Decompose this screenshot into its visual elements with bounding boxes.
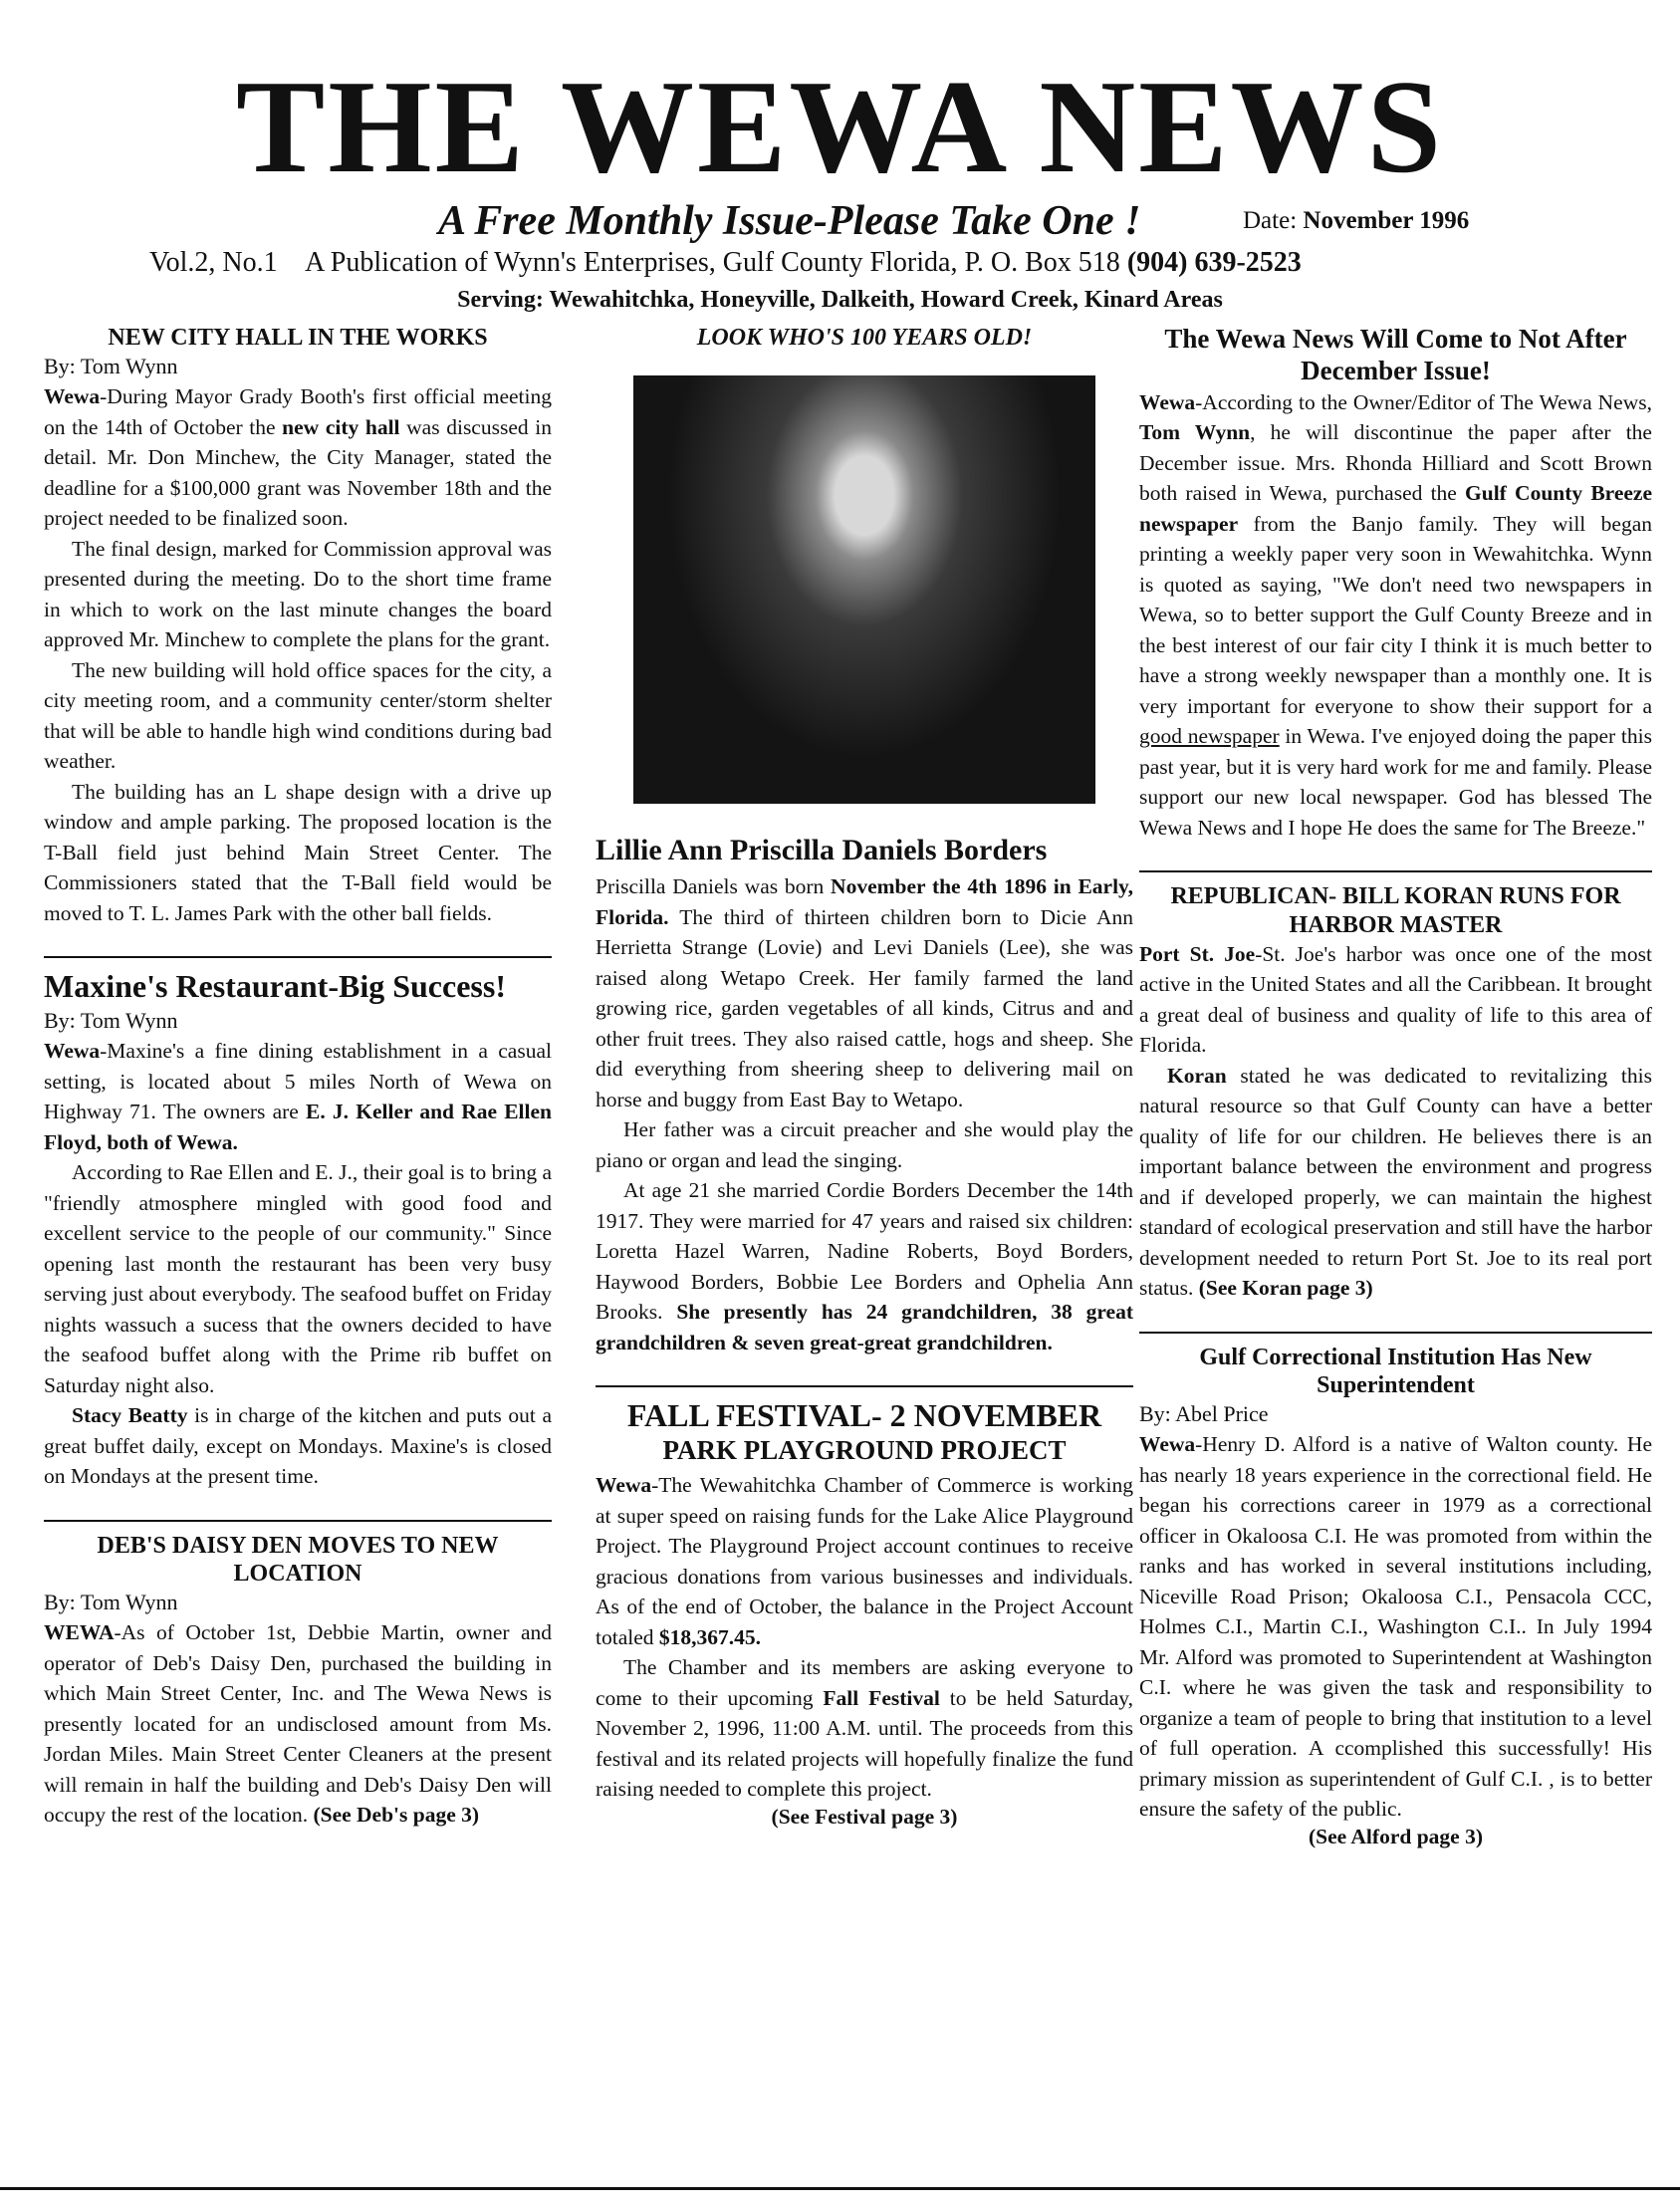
- see-reference: (See Alford page 3): [1309, 1824, 1483, 1848]
- article-come-to-not: [1139, 324, 1652, 843]
- volume-number: Vol.2, No.1: [149, 247, 278, 278]
- paragraph: Wewa-According to the Owner/Editor of The Wewa News, Tom Wynn, he will discontinue the paper after the December issue. Mrs. Rhonda Hilliard and Scott Brown both raised in Wewa, purchased the Gulf County Breeze newspaper from the Banjo family. They will began printing a weekly paper very soon in Wewahitchka. Wynn is quoted as saying, "We don't need two newspapers in Wewa, so to better support the Gulf County Breeze and in the best interest of our fair city I think it is much better to have a strong weekly newspaper than a monthly one. It is very important for everyone to show their support for a good newspaper in Wewa. I've enjoyed doing the paper this past year, but it is very hard work for me and family. Please support our new local newspaper. God has blessed The Wewa News and I hope He does the same for The Breeze.": [1139, 389, 1653, 840]
- paragraph: WEWA-As of October 1st, Debbie Martin, owner and operator of Deb's Daisy Den, purchased the building in which Main Street Center, Inc. and The Wewa News is presently located for an undisclosed amount from Ms. Jordan Miles. Main Street Center Cleaners at the present will remain in half the building and Deb's Daisy Den will occupy the rest of the location. (See Deb's page 3): [44, 1620, 552, 1828]
- subheadline-festival: PARK PLAYGROUND PROJECT: [662, 1435, 1067, 1466]
- headline-maxines: Maxine's Restaurant-Big Success!: [44, 968, 506, 1005]
- byline: By: Tom Wynn: [44, 1008, 178, 1034]
- divider: [1139, 870, 1652, 872]
- paragraph: Koran stated he was dedicated to revitalizing this natural resource so that Gulf County can have a better quality of life for our children. He believes there is an important balance between the environment and progress and if developed properly, we can maintain the highest standard of ecological preservation and still have the harbor development needed to return Port St. Joe to its real port status. (See Koran page 3): [1139, 1063, 1652, 1301]
- article-gulf-ci: [1139, 1344, 1652, 1849]
- column-right: [1139, 324, 1652, 1877]
- issue-date: [1243, 207, 1469, 235]
- article-city-hall: [44, 324, 552, 928]
- headline-city-hall: NEW CITY HALL IN THE WORKS: [108, 325, 488, 351]
- paragraph: According to Rae Ellen and E. J., their goal is to bring a "friendly atmosphere mingled with good food and excellent service to the people of our community." Since opening last month the restaurant has been very busy serving just about everybody. The seafood buffet on Friday nights wassuch a sucess that the owners decided to have the seafood buffet along with the Prime rib buffet on Saturday night also.: [44, 1160, 552, 1397]
- paragraph: Stacy Beatty is in charge of the kitchen and puts out a great buffet daily, except on Mondays. Maxine's is closed on Mondays at the present time.: [44, 1403, 552, 1489]
- paragraph: Priscilla Daniels was born November the 4th 1896 in Early, Florida. The third of thirteen children born to Dicie Ann Herrietta Strange (Lovie) and Levi Daniels (Lee), she was raised along Wetapo Creek. Her family farmed the land growing rice, garden vegetables of all kinds, Citrus and and other fruit trees. They also raised cattle, hogs and sheep. She did everything from sheering sheep to delivering mail on horse and buggy from East Bay to Wetapo.: [596, 874, 1133, 1111]
- headline-koran: REPUBLICAN- BILL KORAN RUNS FOR HARBOR MASTER: [1170, 883, 1621, 938]
- paragraph: Wewa-Maxine's a fine dining establishment in a casual setting, is located about 5 miles North of Wewa on Highway 71. The owners are E. J. Keller and Rae Ellen Floyd, both of Wewa.: [44, 1039, 552, 1154]
- byline: By: Tom Wynn: [44, 354, 178, 379]
- headline-festival: FALL FESTIVAL- 2 NOVEMBER: [626, 1397, 1102, 1434]
- paragraph: The Chamber and its members are asking everyone to come to their upcoming Fall Festival to be held Saturday, November 2, 1996, 11:00 A.M. until. The proceeds from this festival and its related projects will hopefully finalize the fund raising needed to complete this project.: [596, 1655, 1134, 1802]
- paragraph: Wewa-Henry D. Alford is a native of Walton county. He has nearly 18 years experience in the correctional field. He began his corrections career in 1979 as a correctional officer in Okaloosa C.I. He was promoted from within the ranks and has worked in several institutions including, Niceville Road Prison; Okaloosa C.I., Pensacola CCC, Holmes C.I., Martin C.I., Washington C.I.. In July 1994 Mr. Alford was promoted to Superintendent at Washington C.I. where he was given the task and responsibility to organize a team of people to bring that institution to a level of full operation. A ccomplished this successfully! His primary mission as superintendent of Gulf C.I. , is to better ensure the safety of the public.: [1139, 1432, 1652, 1822]
- phone-number: (904) 639-2523: [1126, 247, 1302, 278]
- serving-areas: Serving: Wewahitchka, Honeyville, Dalkeith, Howard Creek, Kinard Areas: [457, 287, 1223, 313]
- paragraph: Port St. Joe-St. Joe's harbor was once one of the most active in the United States and all the Caribbean. It brought a great deal of business and quality of life to this area of Florida.: [1139, 941, 1652, 1058]
- column-left: [44, 324, 552, 1858]
- portrait-photo: [633, 375, 1095, 804]
- bottom-border: [0, 2187, 1680, 2190]
- divider: [1139, 1332, 1652, 1334]
- paragraph: The building has an L shape design with a drive up window and ample parking. The proposed location is the T-Ball field just behind Main Street Center. The Commissioners stated that the T-Ball field would be moved to T. L. James Park with the other ball fields.: [44, 779, 552, 925]
- see-reference: (See Festival page 3): [771, 1804, 958, 1829]
- divider: [44, 956, 552, 958]
- tagline: A Free Monthly Issue-Please Take One !: [438, 198, 1141, 244]
- byline: By: Tom Wynn: [44, 1590, 178, 1615]
- paragraph: At age 21 she married Cordie Borders December the 14th 1917. They were married for 47 years and raised six children: Loretta Hazel Warren, Nadine Roberts, Boyd Borders, Haywood Borders, Bobbie Lee Borders and Ophelia Ann Brooks. She presently has 24 grandchildren, 38 great grandchildren & seven great-great grandchildren.: [596, 1178, 1133, 1354]
- paragraph: The new building will hold office spaces for the city, a city meeting room, and a community center/storm shelter that will be able to handle high wind conditions during bad weather.: [44, 657, 552, 774]
- divider: [596, 1385, 1133, 1387]
- article-koran: [1139, 882, 1652, 1304]
- article-maxines: [44, 968, 552, 1491]
- column-middle: [596, 324, 1133, 1857]
- publication-info: [149, 247, 1302, 279]
- article-centenarian: [596, 324, 1133, 1357]
- headline-gulf-ci: Gulf Correctional Institution Has New Superintendent: [1199, 1344, 1592, 1399]
- divider: [44, 1520, 552, 1522]
- date-value: November 1996: [1303, 207, 1470, 234]
- see-reference: (See Koran page 3): [1198, 1276, 1373, 1301]
- paragraph: Wewa-The Wewahitchka Chamber of Commerce is working at super speed on raising funds for the Lake Alice Playground Project. The Playground Project account continues to receive gracious donations from various businesses and individuals. As of the end of October, the balance in the Project Account totaled $18,367.45.: [596, 1473, 1133, 1649]
- masthead-title: THE WEWA NEWS: [235, 53, 1445, 200]
- paragraph: Wewa-During Mayor Grady Booth's first official meeting on the 14th of October the new city hall was discussed in detail. Mr. Don Minchew, the City Manager, stated the deadline for a $100,000 grant was November 18th and the project needed to be finalized soon.: [44, 384, 552, 531]
- see-reference: (See Deb's page 3): [313, 1803, 480, 1828]
- headline-debs: DEB'S DAISY DEN MOVES TO NEW LOCATION: [97, 1532, 499, 1587]
- photo-caption: Lillie Ann Priscilla Daniels Borders: [596, 834, 1048, 867]
- date-label: Date:: [1243, 207, 1298, 234]
- article-debs: [44, 1532, 552, 1831]
- publisher-line: A Publication of Wynn's Enterprises, Gulf County Florida, P. O. Box 518: [305, 247, 1120, 278]
- byline: By: Abel Price: [1139, 1401, 1269, 1427]
- article-festival: [596, 1397, 1133, 1829]
- headline-centenarian: LOOK WHO'S 100 YEARS OLD!: [696, 325, 1033, 351]
- headline-come-to-not: The Wewa News Will Come to Not After December Issue!: [1164, 324, 1627, 385]
- paragraph: The final design, marked for Commission approval was presented during the meeting. Do to the short time frame in which to work on the last minute changes the board approved Mr. Minchew to complete the plans for the grant.: [44, 536, 552, 652]
- paragraph: Her father was a circuit preacher and she would play the piano or organ and lead the singing.: [596, 1117, 1133, 1172]
